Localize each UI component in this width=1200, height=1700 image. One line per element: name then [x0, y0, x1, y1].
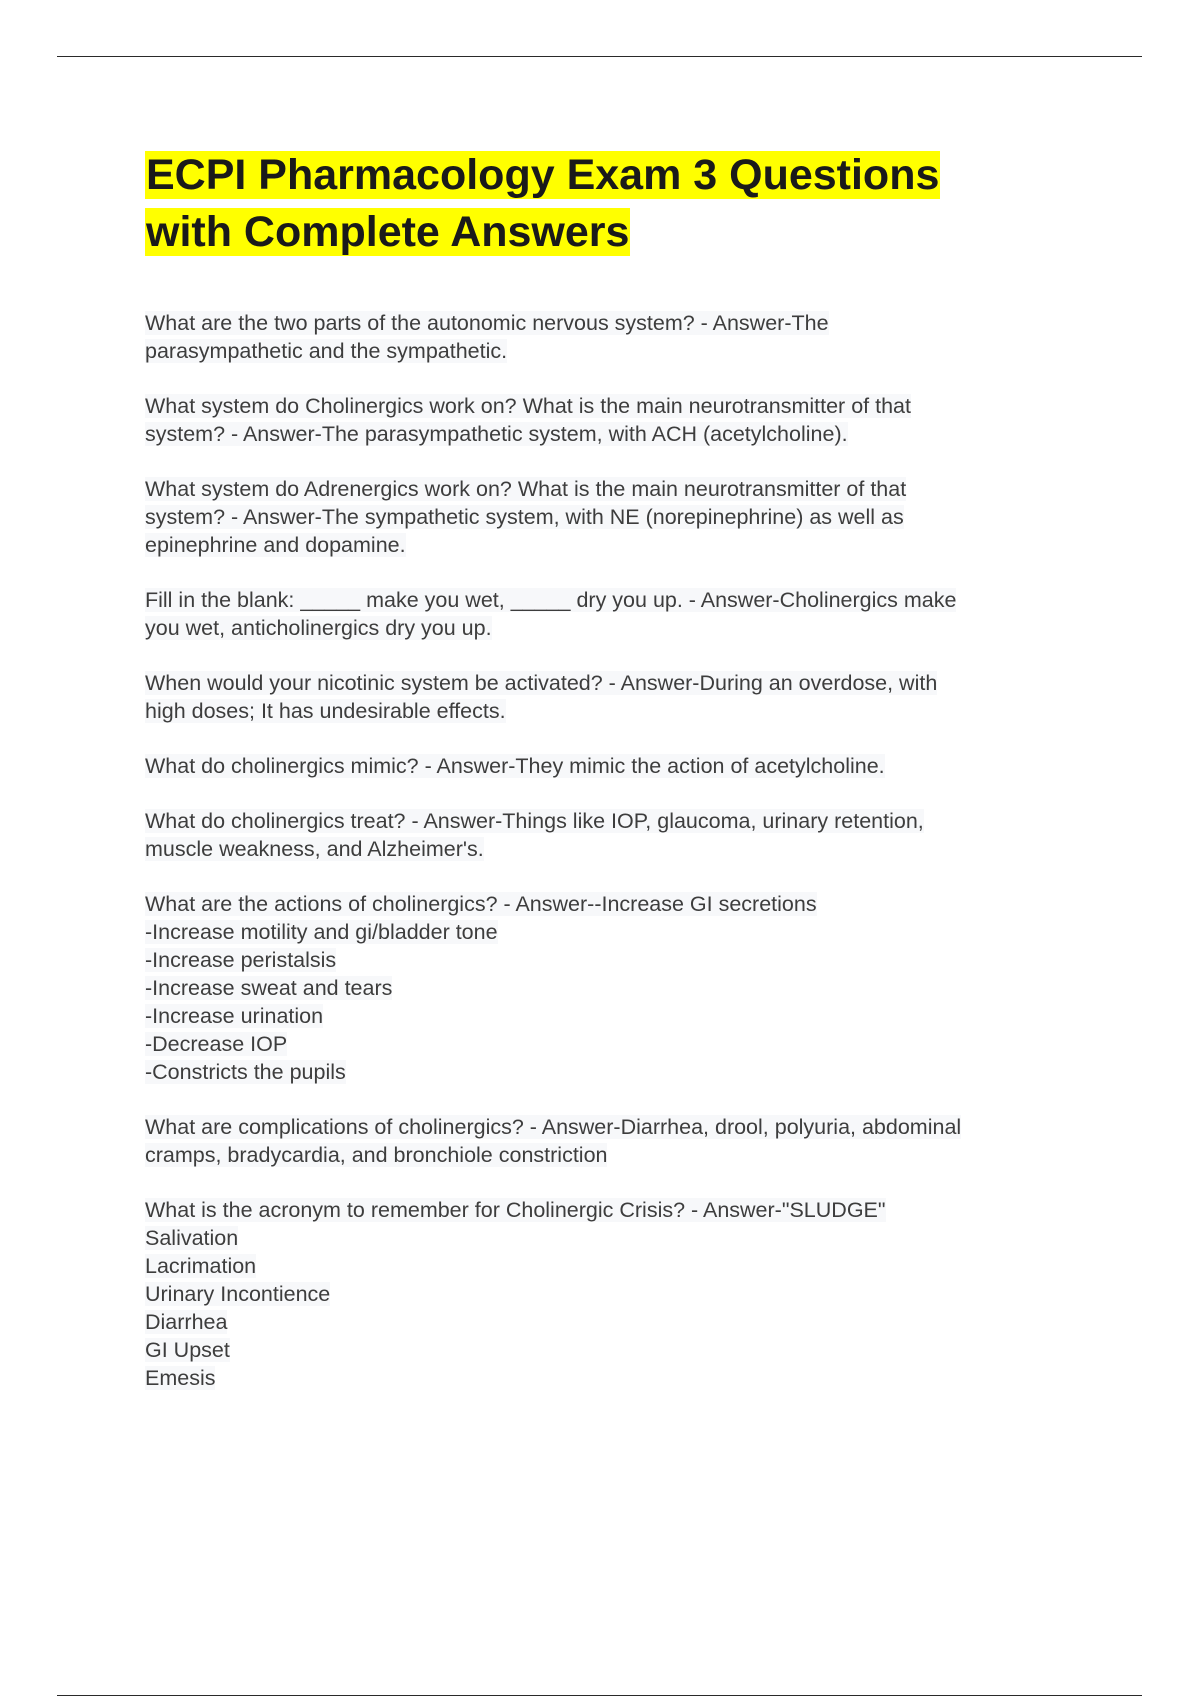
qa-line-text: Fill in the blank: _____ make you wet, _____ dry you up. - Answer-Cholinergics make [145, 588, 957, 612]
qa-line-text: you wet, anticholinergics dry you up. [145, 616, 492, 640]
qa-line [145, 890, 1085, 918]
qa-line-text: GI Upset [145, 1338, 230, 1362]
qa-line [145, 697, 1085, 725]
qa-line [145, 1058, 1085, 1086]
qa-line [145, 309, 1085, 337]
qa-line-text: -Constricts the pupils [145, 1060, 346, 1084]
qa-line-text: system? - Answer-The parasympathetic system, with ACH (acetylcholine). [145, 422, 848, 446]
qa-line [145, 1308, 1085, 1336]
qa-line [145, 475, 1085, 503]
qa-line-text: high doses; It has undesirable effects. [145, 699, 506, 723]
qa-line [145, 1141, 1085, 1169]
qa-line-text: Salivation [145, 1226, 239, 1250]
document-title [145, 147, 1085, 261]
qa-line [145, 1002, 1085, 1030]
qa-paragraph [145, 309, 1085, 365]
qa-paragraph [145, 1113, 1085, 1169]
qa-line [145, 1113, 1085, 1141]
bottom-rule [57, 1695, 1142, 1696]
qa-line [145, 835, 1085, 863]
qa-line [145, 420, 1085, 448]
qa-line-text: Emesis [145, 1366, 216, 1390]
qa-paragraph [145, 586, 1085, 642]
qa-line-text: Lacrimation [145, 1254, 257, 1278]
qa-line [145, 974, 1085, 1002]
qa-line-text: What do cholinergics treat? - Answer-Things like IOP, glaucoma, urinary retention, [145, 809, 924, 833]
qa-paragraph [145, 807, 1085, 863]
qa-line [145, 1224, 1085, 1252]
qa-line-text: What do cholinergics mimic? - Answer-They mimic the action of acetylcholine. [145, 754, 885, 778]
title-line-1: ECPI Pharmacology Exam 3 Questions [146, 151, 940, 199]
qa-line [145, 807, 1085, 835]
qa-line-text: Diarrhea [145, 1310, 228, 1334]
qa-line-text: What system do Adrenergics work on? What is the main neurotransmitter of that [145, 477, 907, 501]
qa-line-text: epinephrine and dopamine. [145, 533, 406, 557]
qa-paragraph [145, 752, 1085, 780]
qa-line [145, 918, 1085, 946]
qa-line [145, 1280, 1085, 1308]
qa-line-text: What system do Cholinergics work on? What is the main neurotransmitter of that [145, 394, 911, 418]
qa-line [145, 337, 1085, 365]
qa-line [145, 614, 1085, 642]
qa-line [145, 752, 1085, 780]
qa-line [145, 503, 1085, 531]
qa-paragraph [145, 890, 1085, 1086]
document-body [145, 147, 1085, 1419]
qa-line-text: parasympathetic and the sympathetic. [145, 339, 508, 363]
qa-line-text: -Increase peristalsis [145, 948, 337, 972]
qa-line [145, 531, 1085, 559]
qa-line-text: system? - Answer-The sympathetic system, with NE (norepinephrine) as well as [145, 505, 904, 529]
qa-line-text: -Decrease IOP [145, 1032, 288, 1056]
qa-list [145, 309, 1085, 1392]
qa-line [145, 392, 1085, 420]
qa-line [145, 1030, 1085, 1058]
qa-line [145, 1336, 1085, 1364]
qa-line-text: -Increase sweat and tears [145, 976, 393, 1000]
qa-line-text: What are complications of cholinergics? - Answer-Diarrhea, drool, polyuria, abdominal [145, 1115, 962, 1139]
qa-line-text: Urinary Incontience [145, 1282, 331, 1306]
qa-line [145, 1364, 1085, 1392]
qa-line [145, 1252, 1085, 1280]
qa-line-text: -Increase urination [145, 1004, 324, 1028]
qa-line-text: When would your nicotinic system be activated? - Answer-During an overdose, with [145, 671, 938, 695]
qa-line-text: cramps, bradycardia, and bronchiole constriction [145, 1143, 608, 1167]
qa-line [145, 946, 1085, 974]
qa-line [145, 669, 1085, 697]
qa-line [145, 1196, 1085, 1224]
qa-line [145, 586, 1085, 614]
qa-paragraph [145, 1196, 1085, 1392]
qa-line-text: What are the actions of cholinergics? - Answer--Increase GI secretions [145, 892, 817, 916]
qa-line-text: What is the acronym to remember for Cholinergic Crisis? - Answer-"SLUDGE" [145, 1198, 886, 1222]
qa-line-text: -Increase motility and gi/bladder tone [145, 920, 498, 944]
qa-paragraph [145, 669, 1085, 725]
qa-line-text: What are the two parts of the autonomic nervous system? - Answer-The [145, 311, 829, 335]
top-rule [57, 56, 1142, 57]
qa-line-text: muscle weakness, and Alzheimer's. [145, 837, 484, 861]
title-line-2: with Complete Answers [146, 208, 630, 256]
qa-paragraph [145, 475, 1085, 559]
qa-paragraph [145, 392, 1085, 448]
